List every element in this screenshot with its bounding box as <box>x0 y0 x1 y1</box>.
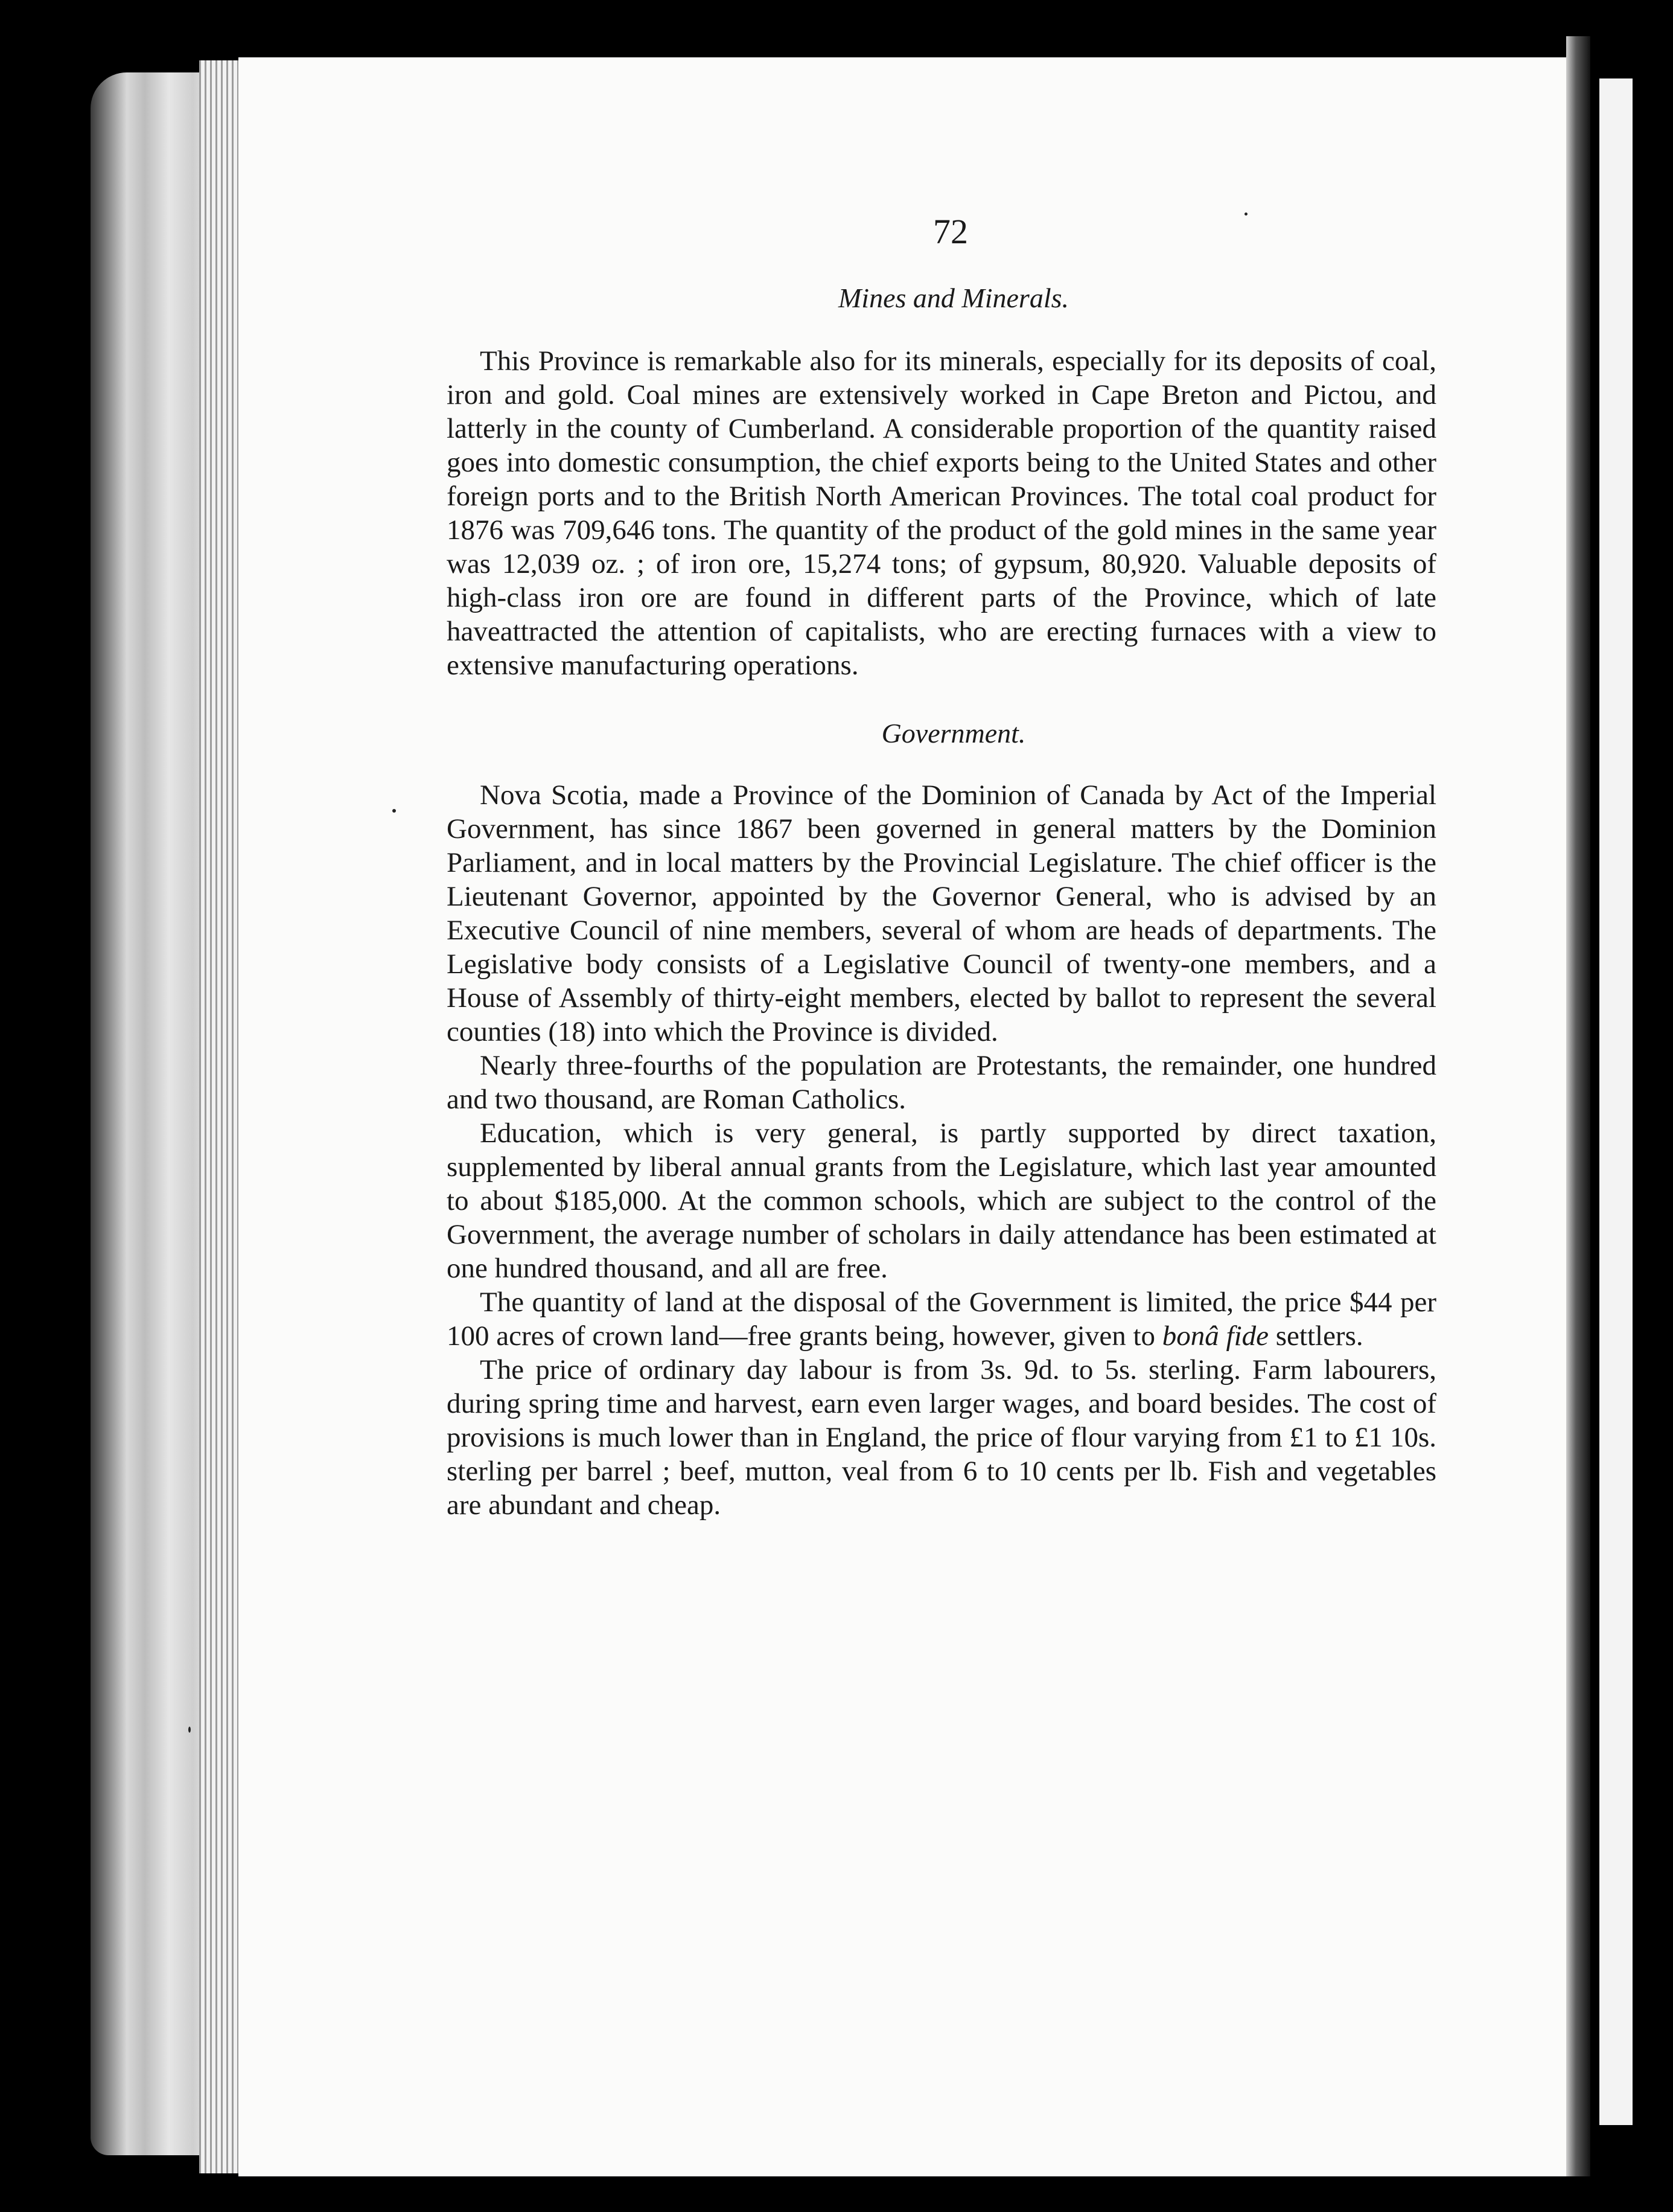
scan-speck <box>392 809 396 813</box>
scan-speck <box>188 1727 191 1733</box>
section-heading-government: Government. <box>881 718 1026 749</box>
book-gutter <box>1566 36 1590 2185</box>
paragraph-land-text: The quantity of land at the disposal of the Government is limited, the price $44 per 100 acres of crown land—free grants being, however, given to <box>447 1287 1436 1352</box>
paragraph-land <box>447 1285 1436 1353</box>
facing-page-sliver <box>1599 78 1633 2125</box>
page-content <box>447 211 1436 1522</box>
paragraph-government: Nova Scotia, made a Province of the Dominion of Canada by Act of the Imperial Government, has since 1867 been governed in general matters by the Dominion Parliament, and in local matters by the Provincial Legislature. The chief officer is the Lieutenant Governor, appointed by the Governor General, who is advised by an Executive Council of nine members, several of whom are heads of departments. The Legislative body consists of a Legislative Council of twenty-one members, and a House of Assembly of thirty-eight members, elected by ballot to represent the several counties (18) into which the Province is divided. <box>447 779 1436 1047</box>
paragraph-land-text-end: settlers. <box>1269 1320 1363 1352</box>
scan-border <box>0 2176 1673 2212</box>
page-number: 72 <box>933 212 968 251</box>
paragraph-land-italic: bonâ fide <box>1162 1320 1269 1352</box>
paragraph-population: Nearly three-fourths of the population are Protestants, the remainder, one hundred and two thousand, are Roman Catholics. <box>447 1050 1436 1115</box>
book-page-edge-lines <box>199 60 241 2173</box>
section-heading-mines: Mines and Minerals. <box>838 283 1069 313</box>
paragraph-mines: This Province is remarkable also for its minerals, especially for its deposits of coal, iron and gold. Coal mines are extensively worked in Cape Breton and Pictou, and latterly in the county of Cumberland. A considerable proportion of the quantity raised goes into domestic consumption, the chief exports being to the United States and other foreign ports and to the British North American Provinces. The total coal product for 1876 was 709,646 tons. The quantity of the product of the gold mines in the same year was 12,039 oz. ; of iron ore, 15,274 tons; of gypsum, 80,920. Valuable deposits of high-class iron ore are found in different parts of the Province, which of late haveattracted the attention of capitalists, who are erecting furnaces with a view to extensive manufacturing operations. <box>447 345 1436 681</box>
paragraph-labour: The price of ordinary day labour is from 3s. 9d. to 5s. sterling. Farm labourers, during spring time and harvest, earn even larger wages, and board besides. The cost of provisions is much lower than in England, the price of flour varying from £1 to £1 10s. sterling per barrel ; beef, mutton, veal from 6 to 10 cents per lb. Fish and vegetables are abundant and cheap. <box>447 1354 1436 1521</box>
paragraph-education: Education, which is very general, is partly supported by direct taxation, supplemented by liberal annual grants from the Legislature, which last year amounted to about $185,000. At the common schools, which are subject to the control of the Government, the average number of scholars in daily attendance has been estimated at one hundred thousand, and all are free. <box>447 1117 1436 1284</box>
